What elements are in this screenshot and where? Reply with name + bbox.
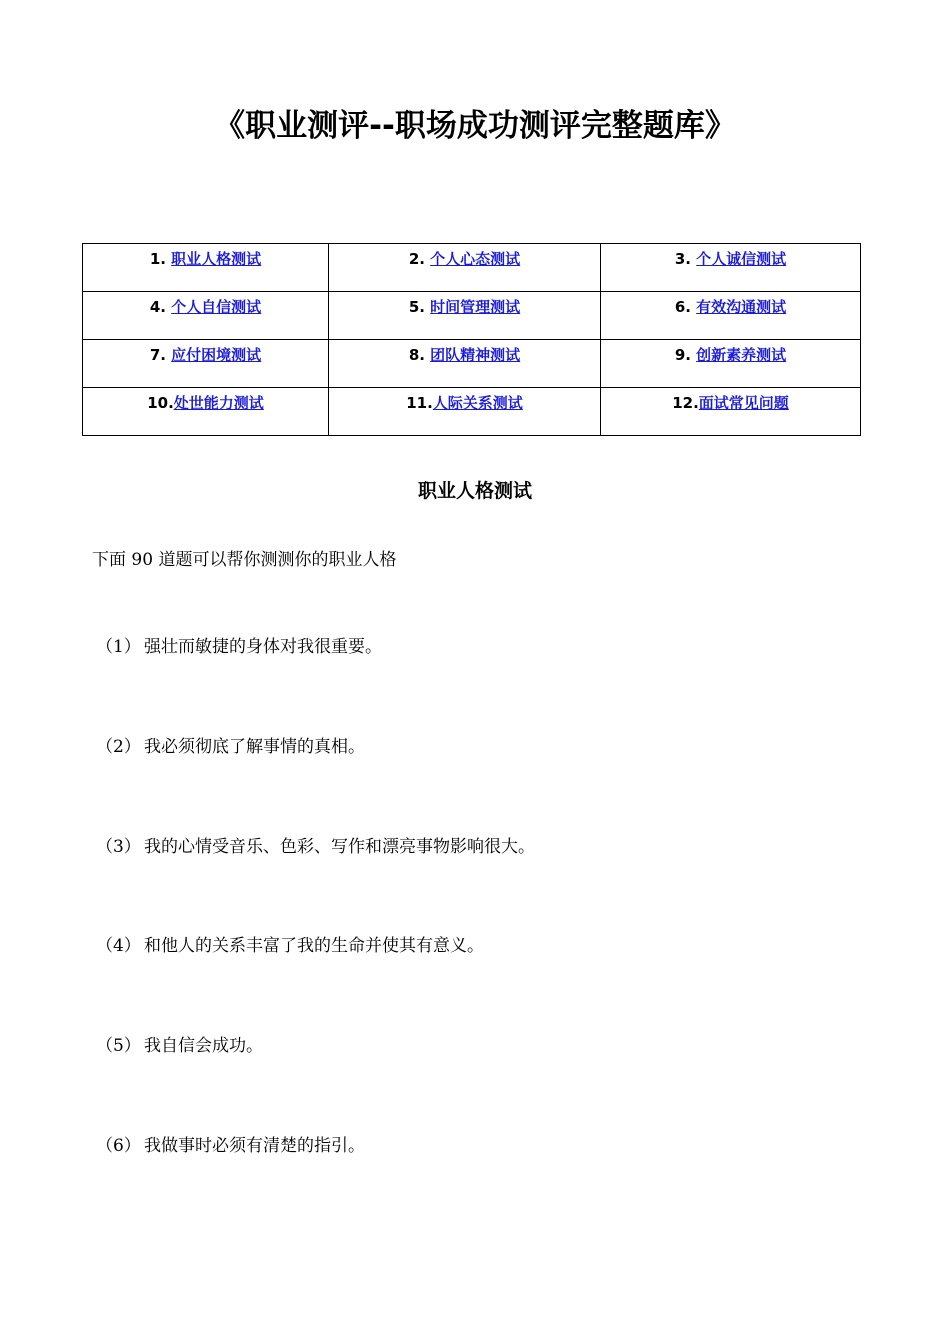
toc-link-integrity[interactable]: 个人诚信测试	[696, 250, 787, 268]
toc-link-career-personality[interactable]: 职业人格测试	[171, 250, 262, 268]
question-text: 我必须彻底了解事情的真相。	[144, 737, 365, 757]
question-number: （4）	[96, 936, 141, 956]
toc-row	[83, 244, 861, 292]
question-number: （6）	[96, 1136, 141, 1156]
toc-number: 3.	[674, 250, 697, 268]
question-number: （5）	[96, 1036, 141, 1056]
intro-text: 下面 90 道题可以帮你测测你的职业人格	[92, 550, 397, 570]
question-item	[96, 832, 535, 857]
toc-number: 8.	[408, 346, 431, 364]
document-title: 《职业测评--职场成功测评完整题库》	[214, 108, 736, 144]
toc-table	[82, 243, 861, 436]
toc-cell	[83, 388, 329, 436]
question-item	[96, 732, 365, 757]
toc-number: 11.	[406, 394, 433, 412]
toc-link-time-management[interactable]: 时间管理测试	[430, 298, 521, 316]
question-text: 和他人的关系丰富了我的生命并使其有意义。	[144, 936, 484, 956]
toc-link-adversity[interactable]: 应付困境测试	[171, 346, 262, 364]
toc-link-interview-questions[interactable]: 面试常见问题	[698, 394, 789, 412]
toc-number: 4.	[149, 298, 172, 316]
question-item	[96, 1031, 263, 1056]
toc-link-teamwork[interactable]: 团队精神测试	[430, 346, 521, 364]
question-number: （1）	[96, 637, 141, 657]
toc-link-communication[interactable]: 有效沟通测试	[696, 298, 787, 316]
toc-cell	[329, 340, 601, 388]
toc-row	[83, 340, 861, 388]
toc-cell	[601, 292, 861, 340]
toc-number: 6.	[674, 298, 697, 316]
toc-cell	[601, 340, 861, 388]
toc-cell	[601, 388, 861, 436]
toc-number: 7.	[149, 346, 172, 364]
toc-number: 12.	[672, 394, 699, 412]
toc-cell	[329, 388, 601, 436]
question-text: 我做事时必须有清楚的指引。	[144, 1136, 365, 1156]
question-item	[96, 632, 382, 657]
toc-cell	[83, 292, 329, 340]
toc-number: 2.	[408, 250, 431, 268]
toc-cell	[601, 244, 861, 292]
question-text: 我自信会成功。	[144, 1036, 263, 1056]
toc-link-innovation[interactable]: 创新素养测试	[696, 346, 787, 364]
toc-link-mindset[interactable]: 个人心态测试	[430, 250, 521, 268]
toc-row	[83, 388, 861, 436]
toc-cell	[83, 340, 329, 388]
toc-number: 1.	[149, 250, 172, 268]
toc-cell	[329, 292, 601, 340]
toc-row	[83, 292, 861, 340]
toc-number: 9.	[674, 346, 697, 364]
question-number: （3）	[96, 837, 141, 857]
toc-link-confidence[interactable]: 个人自信测试	[171, 298, 262, 316]
question-item	[96, 931, 484, 956]
question-item	[96, 1131, 365, 1156]
toc-link-relationships[interactable]: 人际关系测试	[432, 394, 523, 412]
toc-cell	[329, 244, 601, 292]
toc-number: 10.	[147, 394, 174, 412]
toc-number: 5.	[408, 298, 431, 316]
section-title: 职业人格测试	[417, 480, 532, 502]
question-text: 强壮而敏捷的身体对我很重要。	[144, 637, 382, 657]
toc-cell	[83, 244, 329, 292]
toc-link-social-skills[interactable]: 处世能力测试	[173, 394, 264, 412]
question-text: 我的心情受音乐、色彩、写作和漂亮事物影响很大。	[144, 837, 535, 857]
question-number: （2）	[96, 737, 141, 757]
